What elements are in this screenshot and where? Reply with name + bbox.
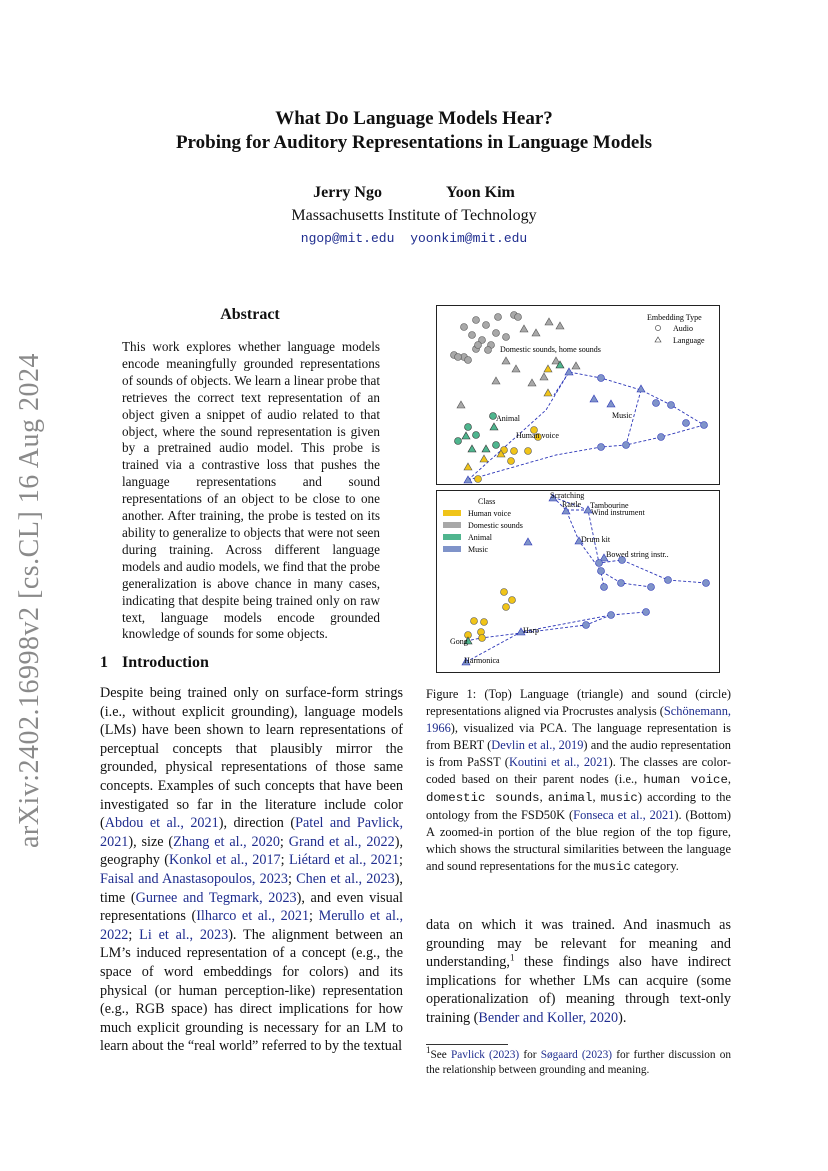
top-legend-title: Embedding Type [647, 313, 702, 322]
legend-swatch-animal [443, 534, 461, 540]
label-scratching: Scratching [550, 491, 585, 500]
citation-link[interactable]: Chen et al., 2023 [296, 870, 395, 887]
text-run: ; [128, 926, 140, 943]
text-run: ; [399, 852, 403, 869]
legend-swatch-music [443, 546, 461, 552]
text-run: for [519, 1049, 541, 1061]
label-animal: Animal [496, 414, 520, 423]
label-rattle: Rattle [562, 500, 582, 509]
author-1: Jerry Ngo [313, 184, 382, 201]
citation-link[interactable]: Koutini et al., 2021 [508, 755, 609, 769]
text-run: ). (Bottom) A zoomed-in portion of the blue region of the top figure, which shows the structural similarities between the language and sound representations for the [426, 808, 731, 873]
introduction-paragraph [100, 684, 403, 1056]
arxiv-stamp: arXiv:2402.16998v2 [cs.CL] 16 Aug 2024 [14, 353, 45, 848]
citation-link[interactable]: Patel and Pavlick, 2021 [100, 815, 403, 850]
figure-caption [426, 686, 731, 876]
citation-link[interactable]: Devlin et al., 2019 [491, 738, 584, 752]
code-term: music [593, 860, 631, 874]
section-heading-introduction [100, 654, 209, 672]
citation-link[interactable]: Liétard et al., 2021 [288, 852, 400, 869]
text-run: See [430, 1049, 451, 1061]
section-title: Introduction [122, 654, 209, 671]
text-run: ) according to the ontology from the FSD50K ( [426, 790, 731, 822]
label-music: Music [612, 411, 632, 420]
text-run: ). The classes are color-coded based on their parent nodes (i.e., [426, 755, 731, 786]
citation-link[interactable]: Li et al., 2023 [139, 926, 229, 943]
citation-link[interactable]: Søgaard (2023) [540, 1049, 613, 1061]
text-run: ). The alignment between an LM’s induced representation of a concept (e.g., the space of word embeddings for colors) and its physical (or human perception-like) representation (e.g., RGB space) has direct implications for how much explicit grounding is necessary for an LM to learn about the “real world” referred to by the textual [100, 926, 403, 1055]
legend-human-voice: Human voice [468, 509, 511, 518]
text-run: for further discussion on the relationship between grounding and meaning. [426, 1049, 732, 1076]
text-run: ; [288, 870, 297, 887]
legend-domestic: Domestic sounds [468, 521, 523, 530]
label-human-voice: Human voice [516, 431, 559, 440]
label-domestic-sounds: Domestic sounds, home sounds [500, 345, 601, 354]
label-gong: Gong [450, 637, 468, 646]
footnote [426, 1045, 732, 1078]
email-2[interactable]: yoonkim@mit.edu [410, 231, 528, 246]
citation-link[interactable]: Grand et al., 2022 [288, 833, 395, 850]
text-run: these findings also have indirect implications for whether LMs can acquire (some operationalization of) meaning through text-only training ( [426, 954, 731, 1026]
text-run: data on which it was trained. And inasmuch as grounding may be relevant for meaning and understanding, [426, 917, 731, 971]
citation-link[interactable]: Pavlick (2023) [451, 1049, 520, 1061]
label-harmonica: Harmonica [464, 656, 500, 665]
paper-title [0, 107, 828, 155]
text-run: category. [630, 859, 679, 873]
abstract-text: This work explores whether language models encode meaningfully grounded representations of sounds of objects. We learn a linear probe that retrieves the correct text representation of an object given a snippet of audio related to that object, where the sound representation is given by a pretrained audio model. This probe is trained via a contrastive loss that pushes the language representations and sound representations of an object to be close to one another. After training, the probe is tested on its ability to generalize to objects that were not seen during training. Across different language models and audio models, we find that the probe generalization is above chance in many cases, indicating that despite being trained only on raw text, language models encode grounded knowledge of sounds for some objects. [122, 339, 380, 642]
footnote-marker[interactable]: 1 [509, 952, 515, 963]
text-run: ), and even visual representations ( [100, 889, 403, 925]
citation-link[interactable]: Gurnee and Tegmark, 2023 [135, 889, 297, 906]
text-run: ) and the audio representation is from PaSST ( [426, 738, 731, 769]
text-run: Figure 1: (Top) Language (triangle) and sound (circle) representations aligned via Procrustes analysis ( [426, 687, 731, 718]
citation-link[interactable]: Konkol et al., 2017 [169, 852, 281, 869]
text-run: Despite being trained only on surface-form strings (i.e., without explicit grounding), language models (LMs) have been shown to learn representations of perceptual concepts that plausibly mirror the grounded, physical representations of those same concepts. Examples of such concepts that have been investigated so far in the literature include color ( [100, 685, 403, 832]
citation-link[interactable]: Zhang et al., 2020 [173, 833, 280, 850]
text-run: ; [279, 833, 289, 850]
title-line-1: What Do Language Models Hear? [275, 108, 553, 129]
continuation-paragraph [426, 916, 731, 1028]
text-run: ), size ( [128, 833, 174, 850]
section-number: 1 [100, 654, 108, 671]
label-bowed-string: Bowed string instr.. [606, 550, 669, 559]
text-run: ; [309, 908, 319, 925]
email-1[interactable]: ngop@mit.edu [300, 231, 395, 246]
text-run: ), direction ( [218, 815, 296, 832]
citation-link[interactable]: Abdou et al., 2021 [104, 815, 219, 832]
code-term: animal [547, 791, 593, 805]
label-tambourine: Tambourine [590, 501, 629, 510]
legend-swatch-human-voice [443, 510, 461, 516]
text-run: , [539, 790, 548, 804]
citation-link[interactable]: Fonseca et al., 2021 [573, 808, 675, 822]
citation-link[interactable]: Ilharco et al., 2021 [196, 908, 310, 925]
footnote-number: 1 [426, 1045, 431, 1056]
legend-animal: Animal [468, 533, 492, 542]
code-term: human voice [643, 773, 728, 787]
abstract-heading: Abstract [220, 306, 280, 323]
email-list [0, 231, 828, 246]
citation-link[interactable]: Bender and Koller, 2020 [478, 1009, 619, 1026]
legend-swatch-domestic [443, 522, 461, 528]
legend-audio: Audio [673, 324, 693, 333]
text-run: , [592, 790, 601, 804]
legend-music: Music [468, 545, 488, 554]
text-run: ). [618, 1009, 627, 1026]
affiliation: Massachusetts Institute of Technology [291, 207, 537, 224]
text-run: ), visualized via PCA. The language representation is from BERT ( [426, 721, 731, 752]
author-list [0, 184, 828, 202]
legend-language: Language [673, 336, 705, 345]
label-wind-instrument: Wind instrument [591, 508, 645, 517]
code-term: music [600, 791, 638, 805]
footnote-divider [426, 1044, 508, 1045]
bottom-legend-title: Class [478, 497, 496, 506]
citation-link[interactable]: Merullo et al., 2022 [100, 908, 404, 943]
title-line-2: Probing for Auditory Representations in Language Models [175, 132, 653, 153]
label-harp: Harp [523, 626, 539, 635]
citation-link[interactable]: Schönemann, 1966 [426, 704, 731, 735]
text-run: ), time ( [100, 870, 403, 906]
author-2: Yoon Kim [445, 184, 515, 201]
figure-1-svg [436, 305, 720, 673]
code-term: domestic sounds [426, 791, 540, 805]
figure-1 [436, 305, 720, 673]
citation-link[interactable]: Faisal and Anastasopoulos, 2023 [100, 870, 288, 887]
text-run: , [727, 772, 731, 786]
text-run: ; [280, 852, 289, 869]
text-run: ), geography ( [100, 833, 403, 869]
label-drum-kit: Drum kit [581, 535, 611, 544]
